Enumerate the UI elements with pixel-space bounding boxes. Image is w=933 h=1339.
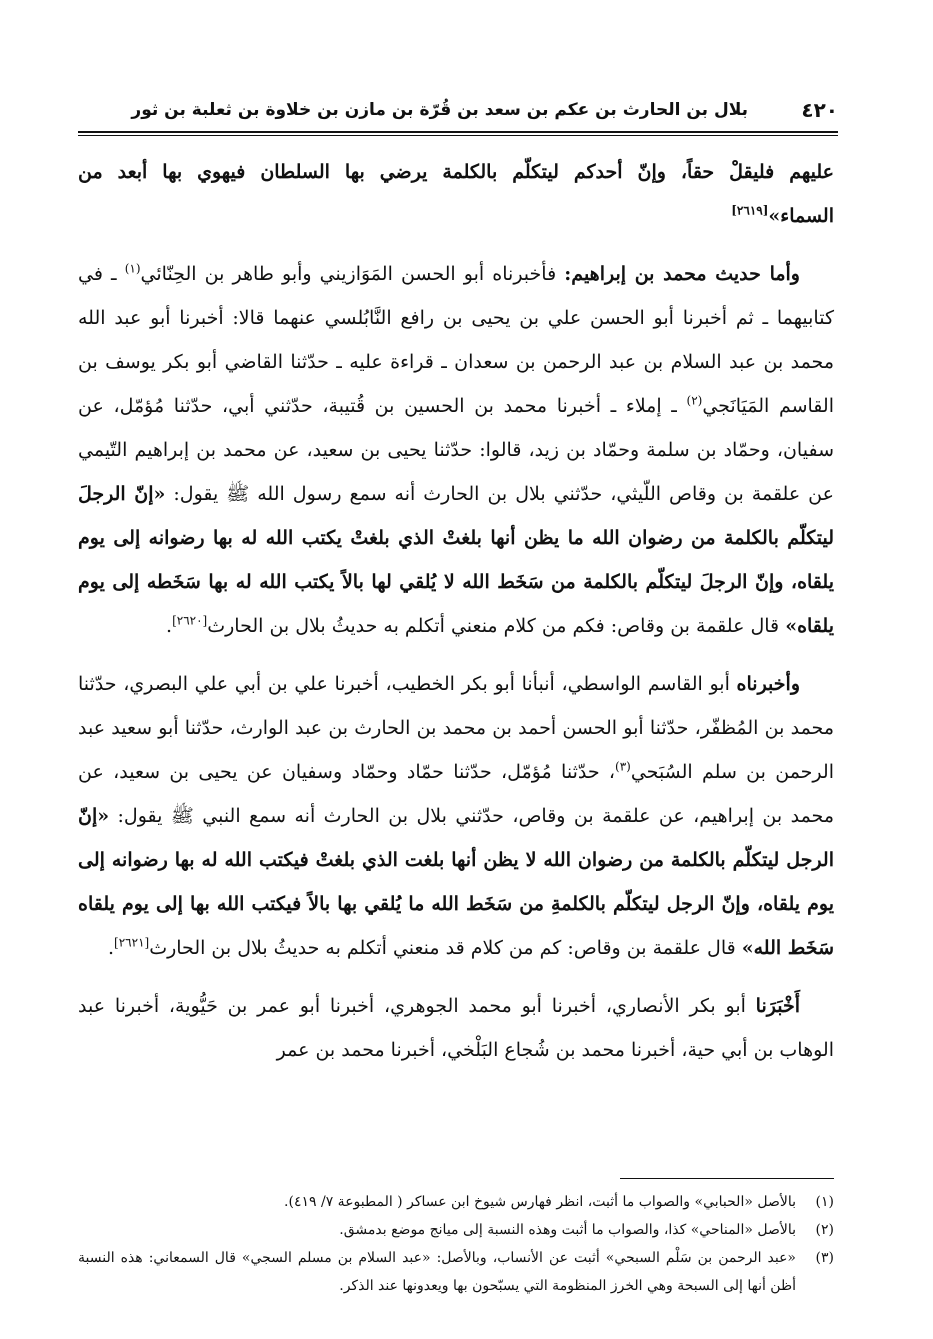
page-header — [78, 96, 838, 126]
paragraph-2-lead: وأما حديث محمد بن إبراهيم: — [564, 263, 800, 285]
footnotes — [78, 1188, 834, 1300]
hadith-ref-2620: [٢٦٢٠] — [172, 613, 208, 628]
footnote-marker-1[interactable]: (١) — [124, 261, 141, 276]
footnote-1-number: (١) — [815, 1194, 834, 1210]
page-number: ٤٢٠ — [801, 98, 838, 122]
paragraph-3-quote: «إنّ الرجل ليتكلّم بالكلمة من رضوان الله لا يظن أنها بلغت الذي بلغتْ فيكتب الله له بها رضوانه إلى يوم يلقاه، وإنّ الرجل ليتكلّم بالكلمةِ من سَخَط الله ما يُلقي بها بالاً فيكتب الله بها إلى يوم يلقاه سَخَط الله» — [78, 805, 834, 959]
paragraph-1 — [78, 150, 834, 238]
footnote-rule — [620, 1178, 834, 1179]
footnote-2-number: (٢) — [815, 1222, 834, 1238]
footnote-2-text: بالأصل «المناحي» كذا، والصواب ما أثبت وهذه النسبة إلى ميانج موضع بدمشق. — [339, 1222, 796, 1238]
paragraph-4-lead: أَخْبَرَنا — [755, 995, 800, 1017]
running-title: بلال بن الحارث بن عكم بن سعد بن قُرّة بن مازن بن خلاوة بن ثعلبة بن ثور — [131, 100, 748, 120]
paragraph-2-quote: «إنّ الرجلَ ليتكلّم بالكلمة من رضوان الله ما يظن أنها بلغتْ الذي بلغتْ يكتب الله له بها رضوانه إلى يوم يلقاه، وإنّ الرجلَ ليتكلّم بالكلمة من سَخَط الله لا يُلقي لها بالاً يكتب الله له بها سَخَطه إلى يوم يلقاه» — [78, 483, 834, 637]
header-rule — [78, 131, 838, 136]
paragraph-2-text-d: قال علقمة بن وقاص: فكم من كلام منعني أتكلم به حديثُ بلال بن الحارث — [207, 615, 786, 637]
paragraph-4 — [78, 984, 834, 1072]
main-text — [78, 150, 834, 1086]
footnote-3-text: «عبد الرحمن بن سَلْم السبحي» أثبت عن الأنساب، وبالأصل: «عبد السلام بن مسلم السجي» قال السمعاني: هذه النسبة أظن أنها إلى السبحة وهي الخرز المنظومة التي يسبّحون بها ويعدونها عند الذكر. — [78, 1250, 796, 1294]
footnote-1 — [78, 1188, 834, 1216]
paragraph-2: وأما حديث محمد بن إبراهيم: فأخبرناه أبو الحسن المَوَازيني وأبو طاهر بن الحِنّائي$^{(١)}$ ـ في كتابيهما ـ ثم أخبرنا أبو الحسن علي بن يحيى بن رافع النَّابُلسي عنهما قالا: أخبرنا أبو عبد الله محمد بن عبد السلام بن عبد الرحمن بن سعدان ـ قراءة عليه ـ حدّثنا القاضي أبو بكر يوسف بن القاسم المَيَانَجي$^{(٢)}$ ـ إملاء ـ أخبرنا محمد بن الحسين بن قُتيبة، حدّثني أبي، حدّثنا مُؤمّل، عن سفيان، وحمّاد بن سلمة وحمّاد بن زيد، قالوا: حدّثنا يحيى بن سعيد، عن محمد بن إبراهيم التّيمي عن علقمة بن وقاص اللّيثي، حدّثني بلال بن الحارث أنه سمع رسول الله ﷺ يقول: «إنّ الرجلَ ليتكلّم بالكلمة من رضوان الله ما يظن أنها بلغتْ الذي بلغتْ يكتب الله له بها رضوانه إلى يوم يلقاه، وإنّ الرجلَ ليتكلّم بالكلمة من سَخَط الله لا يُلقي لها بالاً يكتب الله له بها سَخَطه إلى يوم يلقاه» قال علقمة بن وقاص: فكم من كلام منعني أتكلم به حديثُ بلال بن الحارث[٢٦٢٠]. — [78, 261, 834, 637]
paragraph-3-text-b: ، حدّثنا مُؤمّل، حدّثنا حمّاد وحمّاد وسفيان عن يحيى بن سعيد، عن محمد بن إبراهيم، عن علقمة بن وقاص، حدّثني بلال بن الحارث أنه سمع النبي ﷺ يقول: — [78, 761, 834, 827]
paragraph-4-text: أبو بكر الأنصاري، أخبرنا أبو محمد الجوهري، أخبرنا أبو عمر بن حَيُّوية، أخبرنا عبد الوهاب بن أبي حية، أخبرنا محمد بن شُجاع البَلْخي، أخبرنا محمد بن عمر — [78, 995, 834, 1061]
footnote-1-text: بالأصل «الحبابي» والصواب ما أثبت، انظر فهارس شيوخ ابن عساكر ( المطبوعة ٧/ ٤١٩). — [284, 1194, 796, 1210]
paragraph-2-text-c: ـ إملاء ـ أخبرنا محمد بن الحسين بن قُتيبة، حدّثني أبي، حدّثنا مُؤمّل، عن سفيان، وحمّاد بن سلمة وحمّاد بن زيد، قالوا: حدّثنا يحيى بن سعيد، عن محمد بن إبراهيم التّيمي عن علقمة بن وقاص اللّيثي، حدّثني بلال بن الحارث أنه سمع رسول الله ﷺ يقول: — [78, 395, 834, 505]
paragraph-2-text-a: فأخبرناه أبو الحسن المَوَازيني وأبو طاهر بن الحِنّائي — [140, 263, 565, 285]
paragraph-3-text-c: قال علقمة بن وقاص: كم من كلام قد منعني أتكلم به حديثُ بلال بن الحارث — [149, 937, 742, 959]
paragraph-3-text-a: أبو القاسم الواسطي، أنبأنا أبو بكر الخطيب، أخبرنا علي بن أبي علي البصري، حدّثنا محمد بن المُظفّر، حدّثنا أبو الحسن أحمد بن محمد بن الحارث بن عبد الوارث، حدّثنا أبو سعيد عبد الرحمن بن سلم السُبَحي — [78, 673, 834, 783]
paragraph-3-lead: وأخبرناه — [736, 673, 800, 695]
footnote-3 — [78, 1244, 834, 1300]
footnote-3-number: (٣) — [815, 1250, 834, 1266]
paragraph-3: وأخبرناه أبو القاسم الواسطي، أنبأنا أبو بكر الخطيب، أخبرنا علي بن أبي علي البصري، حدّثنا محمد بن المُظفّر، حدّثنا أبو الحسن أحمد بن محمد بن الحارث بن عبد الوارث، حدّثنا أبو سعيد عبد الرحمن بن سلم السُبَحي$^{(٣)}$، حدّثنا مُؤمّل، حدّثنا حمّاد وحمّاد وسفيان عن يحيى بن سعيد، عن محمد بن إبراهيم، عن علقمة بن وقاص، حدّثني بلال بن الحارث أنه سمع النبي ﷺ يقول: «إنّ الرجل ليتكلّم بالكلمة من رضوان الله لا يظن أنها بلغت الذي بلغتْ فيكتب الله له بها رضوانه إلى يوم يلقاه، وإنّ الرجل ليتكلّم بالكلمةِ من سَخَط الله ما يُلقي بها بالاً فيكتب الله بها إلى يوم يلقاه سَخَط الله» قال علقمة بن وقاص: كم من كلام قد منعني أتكلم به حديثُ بلال بن الحارث[٢٦٢١]. — [78, 673, 834, 959]
paragraph-2-text-b: ـ في كتابيهما ـ ثم أخبرنا أبو الحسن علي بن يحيى بن رافع النَّابُلسي عنهما قالا: أخبرنا أبو عبد الله محمد بن عبد السلام بن عبد الرحمن بن سعدان ـ قراءة عليه ـ حدّثنا القاضي أبو بكر يوسف بن القاسم المَيَانَجي — [78, 263, 834, 417]
hadith-ref-2621: [٢٦٢١] — [114, 935, 150, 950]
hadith-ref-2619: [٢٦١٩] — [731, 203, 769, 218]
footnote-2 — [78, 1216, 834, 1244]
paragraph-1-text: عليهم فليقلْ حقاً، وإنّ أحدكم ليتكلّم بالكلمة يرضي بها السلطان فيهوي بها أبعد من السماء» — [78, 161, 834, 227]
footnote-marker-3[interactable]: (٣) — [615, 759, 631, 774]
footnote-marker-2[interactable]: (٢) — [686, 393, 703, 408]
